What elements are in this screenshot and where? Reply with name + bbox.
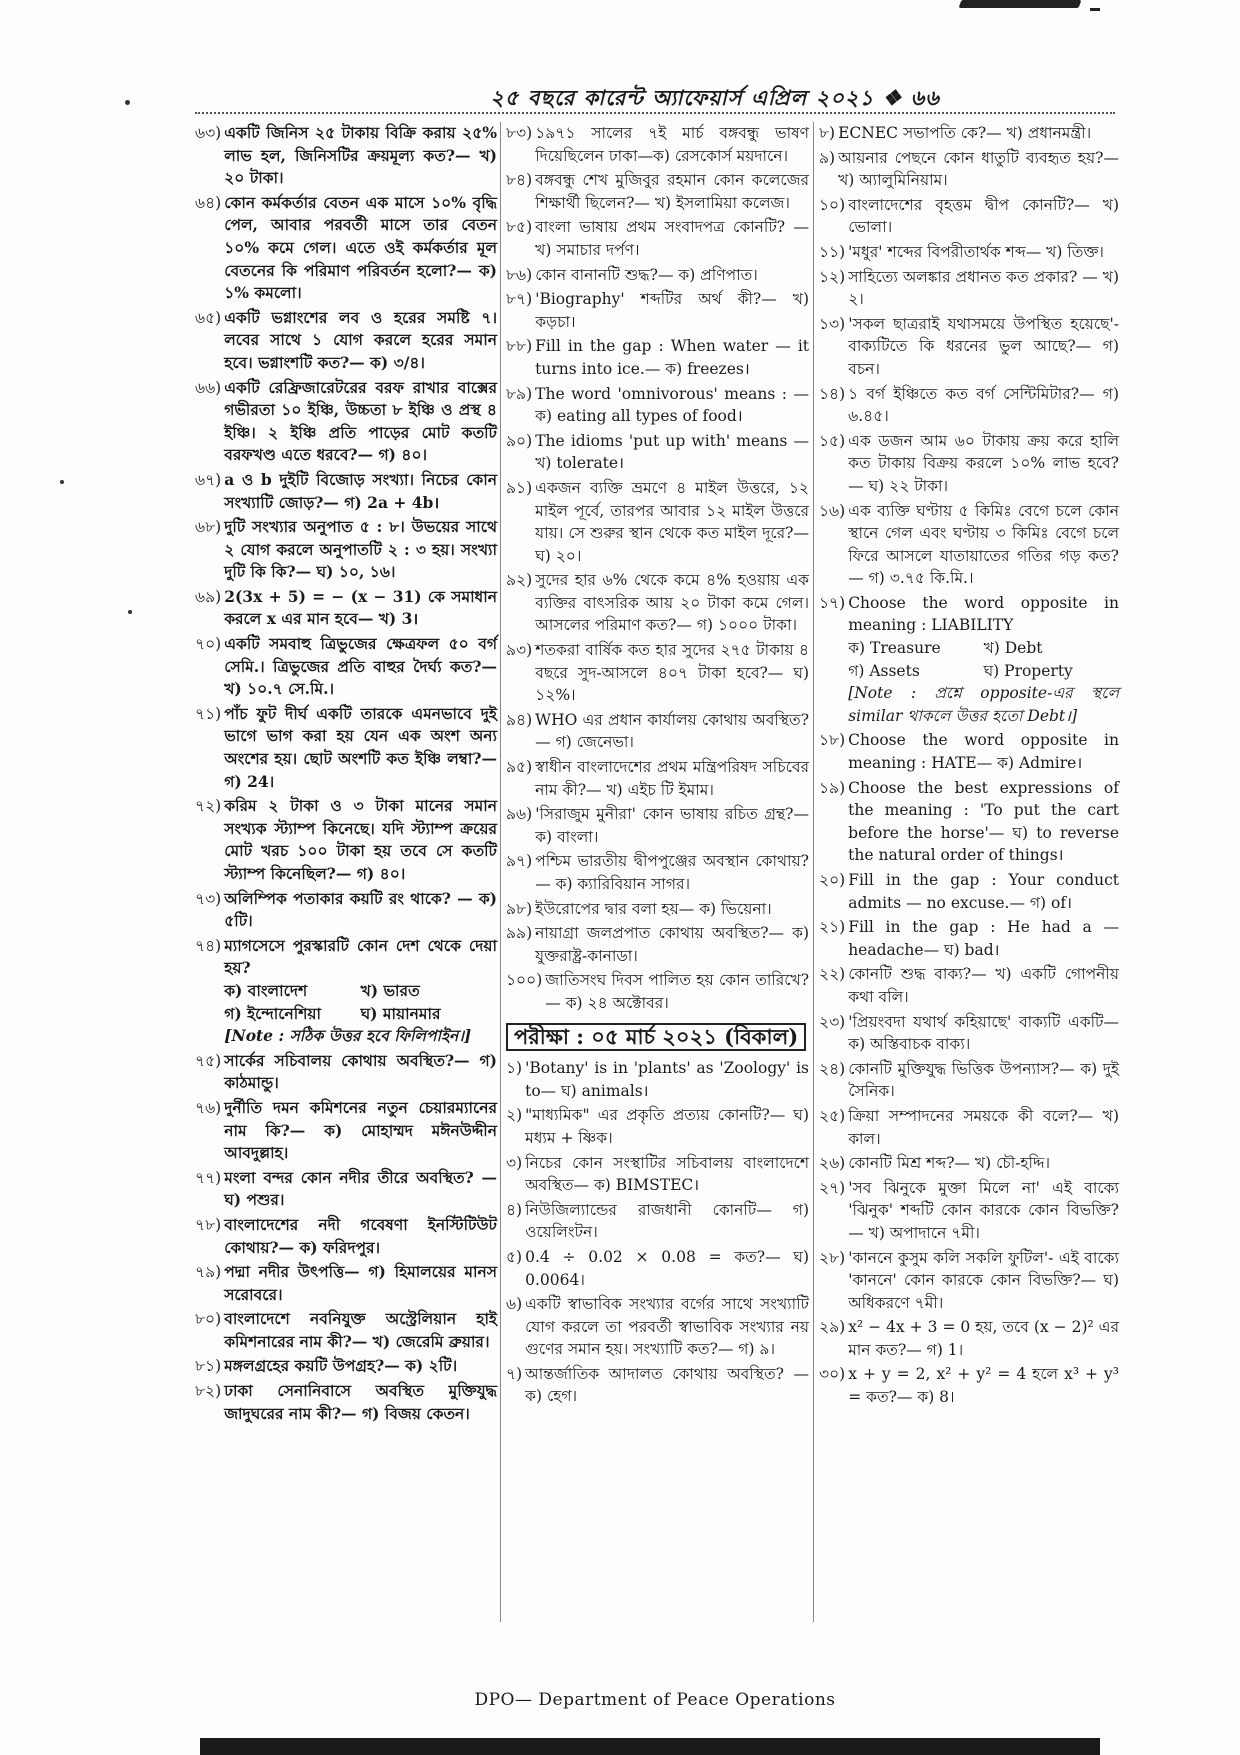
question-text-block [535,216,809,261]
question-number: ৭২) [195,797,222,816]
question-text: আয়নার পেছনে কোন ধাতুটি ব্যবহৃত হয়?— খ) অ্যালুমিনিয়াম। [838,148,1119,190]
question-text-block [525,1246,809,1291]
question-text-block [838,147,1119,192]
options-grid [224,980,497,1025]
question-text: সার্কের সচিবালয় কোথায় অবস্থিত?— গ) কাঠমান্ডু। [224,1050,497,1093]
question-item [819,147,1119,192]
question-text: 2(3x + 5) = − (x − 31) কে সমাধান করলে x এর মান হবে— খ) 3। [224,586,497,629]
page-header: ২৫ বছরে কারেন্ট অ্যাফেয়ার্স এপ্রিল ২০২১ ❖ ৬৬ [490,85,940,110]
question-number: ৬) [506,1295,523,1314]
question-text: 'সিরাজুম মুনীরা' কোন ভাষায় রচিত গ্রন্থ?— ক) বাংলা। [535,805,809,846]
question-number: ৫) [506,1247,523,1266]
question-number: ৯৬) [506,805,533,824]
question-text: ইউরোপের দ্বার বলা হয়— ক) ভিয়েনা। [535,899,772,918]
question-text: ECNEC সভাপতি কে?— খ) প্রধানমন্ত্রী। [838,124,1092,142]
question-text: নিউজিল্যান্ডের রাজধানী কোনটি— গ) ওয়েলিংটন। [525,1200,809,1242]
question-text: 'প্রিয়ংবদা যথার্থ কহিয়াছে' বাক্যটি একটি— ক) অস্তিবাচক বাক্য। [848,1012,1119,1054]
question-text: মঙ্গলগ্রহের কয়টি উপগ্রহ?— ক) ২টি। [224,1356,458,1376]
question-text-block [224,935,497,1048]
question-item [195,633,497,701]
question-text-block [224,377,497,467]
question-number: ৮৫) [506,218,533,237]
question-text-block [224,1167,497,1212]
question-text: একটি জিনিস ২৫ টাকায় বিক্রি করায় ২৫% লাভ হল, জিনিসটির ক্রয়মূল্য কত?— খ) ২০ টাকা। [224,123,497,188]
question-text-block [535,430,809,475]
question-text-block [535,122,809,167]
question-text-block [838,122,1119,145]
question-number: ১৩) [819,314,846,333]
question-text: কোনটি মুক্তিযুদ্ধ ভিত্তিক উপন্যাস?— ক) দুই সৈনিক। [848,1059,1119,1101]
question-text: বাংলাদেশে নবনিযুক্ত অস্ট্রেলিয়ান হাই কমিশনারের নাম কী?— খ) জেরেমি ব্রুয়ার। [224,1309,497,1351]
question-text-block [224,1308,497,1353]
question-item [819,1058,1119,1103]
question-number: ৯৮) [506,899,533,918]
option-item: ক) বাংলাদেশ [224,980,308,1000]
question-text-block [224,1355,497,1378]
question-number: ৯৭) [506,852,533,871]
question-text: Choose the best expressions of the meaning : 'To put the cart before the horse'— ঘ) to reverse the natural order of things। [848,778,1119,865]
note-text: [Note : প্রশ্নে opposite-এর স্থলে similar থাকলে উত্তর হতো Debt।] [848,684,1119,725]
question-number: ৬৪) [195,193,222,212]
question-item [195,586,497,631]
question-text-block [535,850,809,895]
question-text: এক ডজন আম ৬০ টাকায় ক্রয় করে হালি কত টাকায় বিক্রয় করলে ১০% লাভ হবে?— ঘ) ২২ টাকা। [848,431,1119,495]
question-item [195,795,497,885]
question-item [506,169,809,214]
question-number: ৭৬) [195,1098,222,1117]
question-item [506,569,809,637]
question-text-block [848,963,1119,1008]
question-item [506,639,809,707]
question-text: পাঁচ ফুট দীর্ঘ একটি তারকে এমনভাবে দুই ভাগে ভাগ করা হয় যেন এক অংশ অন্য অংশের হয়। ছোট অংশটি কত ইঞ্চি লম্বা?— গ) 24। [224,703,497,791]
question-number: ৯৪) [506,710,533,729]
question-text: একটি সমবাহু ত্রিভুজের ক্ষেত্রফল ৫০ বর্গ সেমি.। ত্রিভুজের প্রতি বাহুর দৈর্ঘ্য কত?— খ) ১০.৭ সে.মি.। [224,634,497,699]
column-3 [813,122,1119,1622]
question-text-block [224,703,497,793]
question-text: 'সব ঝিনুকে মুক্তা মিলে না' এই বাক্যে 'ঝিনুক' শব্দটি কোন কারকে কোন বিভক্তি?— খ) অপাদানে ৭মী। [848,1178,1119,1242]
question-text-block [848,1011,1119,1056]
question-text-block [224,307,497,375]
option-item: ক) Treasure [848,639,941,658]
question-item [819,963,1119,1008]
question-text: কোন কর্মকর্তার বেতন এক মাসে ১০% বৃদ্ধি পেল, আবার পরবর্তী মাসে তার বেতন ১০% কমে গেল। এতে ওই কর্মকর্তার মূল বেতনের কি পরিমাণ পরিবর্তন হলো?— ক) ১% কমলো। [224,192,497,303]
question-text-block [224,469,497,514]
question-item [506,1246,809,1291]
question-item [819,1247,1119,1315]
question-item [506,850,809,895]
question-text: দুটি সংখ্যার অনুপাত ৫ : ৮। উভয়ের সাথে ২ যোগ করলে অনুপাতটি ২ : ৩ হয়। সংখ্যা দুটি কি কি?— ঘ) ১০, ১৬। [224,517,497,582]
question-item [819,313,1119,381]
question-item [506,922,809,967]
question-text-block [535,569,809,637]
question-text-block [848,1316,1119,1361]
question-item [819,500,1119,590]
question-text-block [224,1214,497,1259]
question-number: ১৬) [819,501,846,520]
question-item [819,1105,1119,1150]
question-text: 'Biography' শব্দটির অর্থ কী?— খ) কড়চা। [535,290,809,331]
question-text: ১ বর্গ ইঞ্চিতে কত বর্গ সেন্টিমিটার?— গ) ৬.৪৫। [848,384,1119,426]
options-grid [848,637,1119,682]
question-item [195,469,497,514]
question-item [819,1363,1119,1408]
question-item [506,1057,809,1102]
question-text: নিচের কোন সংস্থাটির সচিবালয় বাংলাদেশে অবস্থিত— ক) BIMSTEC। [525,1153,809,1195]
question-number: ৮০) [195,1310,222,1329]
question-item [195,377,497,467]
question-text: বাংলাদেশের নদী গবেষণা ইনস্টিটিউট কোথায়?— ক) ফরিদপুর। [224,1214,497,1257]
question-item [819,1316,1119,1361]
question-text: ১৯৭১ সালের ৭ই মার্চ বঙ্গবন্ধু ভাষণ দিয়েছিলেন ঢাকা—ক) রেসকোর্স ময়দানে। [535,124,809,165]
question-text: Choose the word opposite in meaning : LIABILITY [848,593,1119,635]
question-text-block [848,869,1119,914]
question-item [819,869,1119,914]
question-item [506,969,809,1014]
question-item [506,1152,809,1197]
question-text: Choose the word opposite in meaning : HATE— ক) Admire। [848,731,1119,773]
option-item: ঘ) Property [983,661,1073,680]
question-text-block [525,1152,809,1197]
question-item [506,335,809,380]
question-text-block [848,194,1119,239]
question-number: ৭৯) [195,1263,222,1282]
question-item [819,592,1119,728]
question-number: ৭০) [195,635,222,654]
question-text: স্বাধীন বাংলাদেশের প্রথম মন্ত্রিপরিষদ সচিবের নাম কী?— খ) এইচ টি ইমাম। [535,758,809,799]
section-title: পরীক্ষা : ০৫ মার্চ ২০২১ (বিকাল) [506,1023,806,1052]
question-text-block [535,335,809,380]
question-text-block [224,888,497,933]
question-text-block [224,1050,497,1095]
question-item [819,430,1119,498]
question-number: ৭৮) [195,1215,222,1234]
question-item [819,1152,1119,1175]
question-item [506,1293,809,1361]
question-item [195,1050,497,1095]
question-text-block [525,1104,809,1149]
question-text: সুদের হার ৬% থেকে কমে ৪% হওয়ায় এক ব্যক্তির বাৎসরিক আয় ২০ টাকা কমে গেল। আসলের পরিমাণ কত?— গ) ১০০০ টাকা। [535,571,809,635]
question-number: ৮৭) [506,290,533,309]
question-number: ৯৯) [506,924,533,943]
question-text-block [848,729,1119,774]
question-number: ৮৬) [506,265,533,284]
question-number: ১২) [819,267,846,286]
question-text-block [848,266,1119,311]
question-text-block [525,1363,809,1408]
question-text-block [525,1057,809,1102]
question-text-block [525,1293,809,1361]
question-number: ৩০) [819,1365,846,1384]
question-text: কোনটি মিশ্র শব্দ?— খ) চৌ-হদ্দি। [848,1154,1050,1173]
question-number: ৯১) [506,478,533,497]
question-number: ২১) [819,918,846,937]
question-text: 0.4 ÷ 0.02 × 0.08 = কত?— ঘ) 0.0064। [525,1247,809,1289]
question-text: একটি রেফ্রিজারেটরের বরফ রাখার বাক্সের গভীরতা ১০ ইঞ্চি, উচ্চতা ৮ ইঞ্চি ও প্রস্থ ৪ ইঞ্চি। ২ ইঞ্চি প্রতি পাড়ের মোট কতটি বরফখণ্ড এতে ধরবে?— গ) ৪০। [224,377,497,465]
question-item [819,729,1119,774]
question-text-block [535,264,809,287]
question-text-block [848,500,1119,590]
question-text-block [224,586,497,631]
question-text-block [848,1177,1119,1245]
question-text-block [535,639,809,707]
question-text: এক ব্যক্তি ঘণ্টায় ৫ কিমিঃ বেগে চলে কোন স্থানে গেল এবং ঘণ্টায় ৩ কিমিঃ বেগে চলে ফিরে আসলে যাতায়াতের গতির গড় কত?— গ) ৩.৭৫ কি.মি.। [848,501,1119,588]
question-item [195,192,497,305]
question-number: ৬৩) [195,124,222,142]
question-item [819,266,1119,311]
column-1 [195,122,497,1427]
question-text: আন্তর্জাতিক আদালত কোথায় অবস্থিত? — ক) হেগ। [525,1364,809,1406]
question-text-block [848,1363,1119,1408]
question-number: ৮) [819,124,836,142]
question-number: ২৪) [819,1059,846,1078]
question-item [506,803,809,848]
question-text-block [848,916,1119,961]
question-number: ১৮) [819,731,846,750]
question-item [195,1355,497,1378]
question-item [819,194,1119,239]
question-text: 'কাননে কুসুম কলি সকলি ফুটিল'- এই বাক্যে 'কাননে' কোন কারকে কোন বিভক্তি?— ঘ) অধিকরণে ৭মী। [848,1248,1119,1312]
question-item [195,516,497,584]
question-number: ২০) [819,871,846,889]
question-number: ১৫) [819,431,846,450]
question-number: ১০০) [506,971,543,990]
question-number: ১) [506,1059,523,1078]
question-text: বঙ্গবন্ধু শেখ মুজিবুর রহমান কোন কলেজের শিক্ষার্থী ছিলেন?— খ) ইসলামিয়া কলেজ। [535,171,809,212]
question-number: ৮১) [195,1357,222,1376]
question-text: Fill in the gap : Your conduct admits — no excuse.— গ) of। [848,871,1119,912]
question-item [195,1097,497,1165]
option-item: গ) Assets [848,661,920,680]
question-item [506,756,809,801]
question-text-block [224,516,497,584]
question-text: জাতিসংঘ দিবস পালিত হয় কোন তারিখে?— ক) ২৪ অক্টোবর। [545,971,809,1012]
question-text: 'মধুর' শব্দের বিপরীতার্থক শব্দ— খ) তিক্ত। [848,242,1104,261]
question-number: ৬৯) [195,587,222,606]
question-number: ২) [506,1106,523,1125]
question-number: ৬৬) [195,378,222,397]
question-text-block [535,169,809,214]
question-number: ৪) [506,1200,523,1219]
question-text-block [848,777,1119,867]
question-number: ৩) [506,1153,523,1172]
question-text: বাংলা ভাষায় প্রথম সংবাদপত্র কোনটি? — খ) সমাচার দর্পণ। [535,218,809,259]
question-text: একটি স্বাভাবিক সংখ্যার বর্গের সাথে সংখ্যাটি যোগ করলে তা পরবর্তী স্বাভাবিক সংখ্যার নয় গুণের সমান হয়। সংখ্যাটি কত?— গ) ৯। [525,1295,809,1359]
question-item [195,1308,497,1353]
question-text-block [535,756,809,801]
question-number: ৭৪) [195,936,222,955]
question-item [506,477,809,567]
question-text-block [535,383,809,428]
question-text: পশ্চিম ভারতীয় দ্বীপপুঞ্জের অবস্থান কোথায়?— ক) ক্যারিবিয়ান সাগর। [535,852,809,893]
note-text: [Note : সঠিক উত্তর হবে ফিলিপাইন।] [224,1026,472,1046]
question-text: নায়াগ্রা জলপ্রপাত কোথায় অবস্থিত?— ক) যুক্তরাষ্ট্র-কানাডা। [535,924,809,965]
question-text: Fill in the gap : He had a — headache— ঘ) bad। [848,918,1119,959]
question-item [819,241,1119,264]
question-text-block [848,1105,1119,1150]
question-number: ৬৭) [195,470,222,489]
question-number: ২৩) [819,1012,846,1031]
scan-speck [125,100,130,105]
scan-speck [128,610,132,614]
question-item [819,122,1119,145]
question-number: ৮৮) [506,337,533,356]
question-text: The word 'omnivorous' means : — ক) eating all types of food। [535,384,809,426]
question-number: ৮৯) [506,384,533,403]
option-item: খ) Debt [983,639,1043,658]
question-text: 'Botany' is in 'plants' as 'Zoology' is to— ঘ) animals। [525,1059,809,1100]
question-number: ১৭) [819,593,846,612]
question-text: a ও b দুইটি বিজোড় সংখ্যা। নিচের কোন সংখ্যাটি জোড়?— গ) 2a + 4b। [224,469,497,512]
question-text-block [224,192,497,305]
question-text: দুর্নীতি দমন কমিশনের নতুন চেয়ারম্যানের নাম কি?— ক) মোহাম্মদ মঈনউদ্দীন আবদুল্লাহ। [224,1097,497,1163]
question-text-block [224,1261,497,1306]
page-footer: DPO— Department of Peace Operations [474,1690,836,1710]
question-item [506,1104,809,1149]
question-item [506,1199,809,1244]
option-item: ঘ) মায়ানমার [360,1003,441,1023]
question-text-block [535,803,809,848]
question-text: The idioms 'put up with' means — খ) tolerate। [535,431,809,473]
column-2 [500,122,809,1622]
question-text-block [224,633,497,701]
question-text-block [545,969,809,1014]
question-text-block [535,898,809,921]
question-item [506,430,809,475]
question-number: ৬৫) [195,308,222,327]
question-number: ২৫) [819,1106,846,1125]
question-number: ৭) [506,1364,523,1383]
question-number: ১১) [819,242,846,261]
question-item [506,1363,809,1408]
header-divider [195,112,1115,114]
question-text-block [848,1058,1119,1103]
question-item [195,703,497,793]
question-item [195,307,497,375]
question-text: সাহিত্যে অলঙ্কার প্রধানত কত প্রকার? — খ) ২। [848,267,1119,309]
question-number: ৮৩) [506,124,533,142]
question-number: ৯২) [506,571,533,590]
question-item [819,777,1119,867]
question-text-block [848,1152,1119,1175]
question-text: 'সকল ছাত্ররাই যথাসময়ে উপস্থিত হয়েছে'-বাক্যটিতে কি ধরনের ভুল আছে?— গ) বচন। [848,314,1119,378]
question-number: ৬৮) [195,518,222,537]
question-number: ৭৫) [195,1051,222,1070]
question-text: WHO এর প্রধান কার্যালয় কোথায় অবস্থিত?— গ) জেনেভা। [535,710,809,752]
question-number: ৭৩) [195,889,222,908]
question-text-block [535,477,809,567]
question-number: ৮২) [195,1382,222,1401]
question-item [819,1177,1119,1245]
question-text: ঢাকা সেনানিবাসে অবস্থিত মুক্তিযুদ্ধ জাদুঘরের নাম কী?— গ) বিজয় কেতন। [224,1381,497,1423]
question-item [195,888,497,933]
question-item [819,1011,1119,1056]
question-item [195,935,497,1048]
question-text: ম্যাগসেসে পুরস্কারটি কোন দেশ থেকে দেয়া হয়? [224,935,497,978]
question-item [195,1261,497,1306]
question-number: ৯৩) [506,641,533,660]
question-text: মংলা বন্দর কোন নদীর তীরে অবস্থিত? — ঘ) পশুর। [224,1167,497,1210]
question-text-block [535,922,809,967]
question-text: অলিম্পিক পতাকার কয়টি রং থাকে? — ক) ৫টি। [224,888,497,931]
question-number: ১৪) [819,384,846,403]
question-text: বাংলাদেশের বৃহত্তম দ্বীপ কোনটি?— খ) ভোলা। [848,195,1119,237]
question-text-block [535,288,809,333]
question-item [506,383,809,428]
question-text-block [224,1097,497,1165]
question-text-block [848,1247,1119,1315]
question-text: "মাধ্যমিক" এর প্রকৃতি প্রত্যয় কোনটি?— ঘ) মধ্যম + ষ্ণিক। [525,1106,809,1147]
question-item [195,122,497,190]
question-number: ৭৭) [195,1168,222,1187]
question-text: একটি ভগ্নাংশের লব ও হরের সমষ্টি ৭। লবের সাথে ১ যোগ করলে হরের সমান হবে। ভগ্নাংশটি কত?— ক) ৩/৪। [224,307,497,372]
scan-speck [60,480,64,484]
question-text: কোনটি শুদ্ধ বাক্য?— খ) একটি গোপনীয় কথা বলি। [848,965,1119,1006]
question-text: করিম ২ টাকা ও ৩ টাকা মানের সমান সংখ্যক স্ট্যাম্প কিনেছে। যদি স্ট্যাম্প ক্রয়ের মোট খরচ ১০০ টাকা হয় তবে সে কতটি স্ট্যাম্প কিনেছিল?— গ) ৪০। [224,796,497,883]
question-number: ২৮) [819,1248,846,1267]
bottom-scan-bar [200,1738,1100,1755]
question-item [506,898,809,921]
question-text: একজন ব্যক্তি ভ্রমণে ৪ মাইল উত্তরে, ১২ মাইল পূর্বে, তারপর আবার ১২ মাইল উত্তরে যায়। সে শুরুর স্থান থেকে কত মাইল দূরে?— ঘ) ২০। [535,478,809,565]
question-number: ১৯) [819,778,846,797]
question-text-block [224,795,497,885]
top-scan-dot [1090,8,1100,11]
question-item [506,709,809,754]
question-item [819,383,1119,428]
question-number: ৭১) [195,704,222,723]
question-item [506,288,809,333]
question-number: ৮৪) [506,171,533,190]
question-item [195,1380,497,1425]
question-text: ক্রিয়া সম্পাদনের সময়কে কী বলে?— খ) কাল। [848,1106,1119,1148]
question-text: x + y = 2, x² + y² = 4 হলে x³ + y³ = কত?— ক) 8। [848,1365,1119,1407]
question-number: ২২) [819,965,846,984]
question-number: ৯) [819,148,836,167]
option-item: গ) ইন্দোনেশিয়া [224,1003,322,1023]
question-item [506,216,809,261]
question-item [195,1167,497,1212]
question-text-block [224,1380,497,1425]
question-number: ২৯) [819,1318,846,1337]
question-number: ১০) [819,195,846,214]
question-text: পদ্মা নদীর উৎপত্তি— গ) হিমালয়ের মানস সরোবরে। [224,1262,497,1304]
question-text-block [224,122,497,190]
question-item [195,1214,497,1259]
question-item [819,916,1119,961]
question-text: শতকরা বার্ষিক কত হার সুদের ২৭৫ টাকায় ৪ বছরে সুদ-আসলে ৪০৭ টাকা হবে?— ঘ) ১২%। [535,641,809,705]
question-number: ৯৫) [506,758,533,777]
question-text-block [535,709,809,754]
question-number: ৯০) [506,431,533,450]
question-item [506,122,809,167]
question-text: x² − 4x + 3 = 0 হয়, তবে (x − 2)² এর মান কত?— গ) 1। [848,1318,1119,1359]
question-text: কোন বানানটি শুদ্ধ?— ক) প্রণিপাত। [535,265,758,284]
question-text: Fill in the gap : When water — it turns into ice.— ক) freezes। [535,337,809,378]
question-text-block [848,592,1119,728]
question-text-block [525,1199,809,1244]
top-scan-mark [959,0,1082,8]
question-text-block [848,383,1119,428]
question-text-block [848,313,1119,381]
question-text-block [848,241,1119,264]
question-item [506,264,809,287]
question-number: ২৬) [819,1154,846,1173]
question-number: ২৭) [819,1178,846,1197]
option-item: খ) ভারত [360,980,420,1000]
question-text-block [848,430,1119,498]
